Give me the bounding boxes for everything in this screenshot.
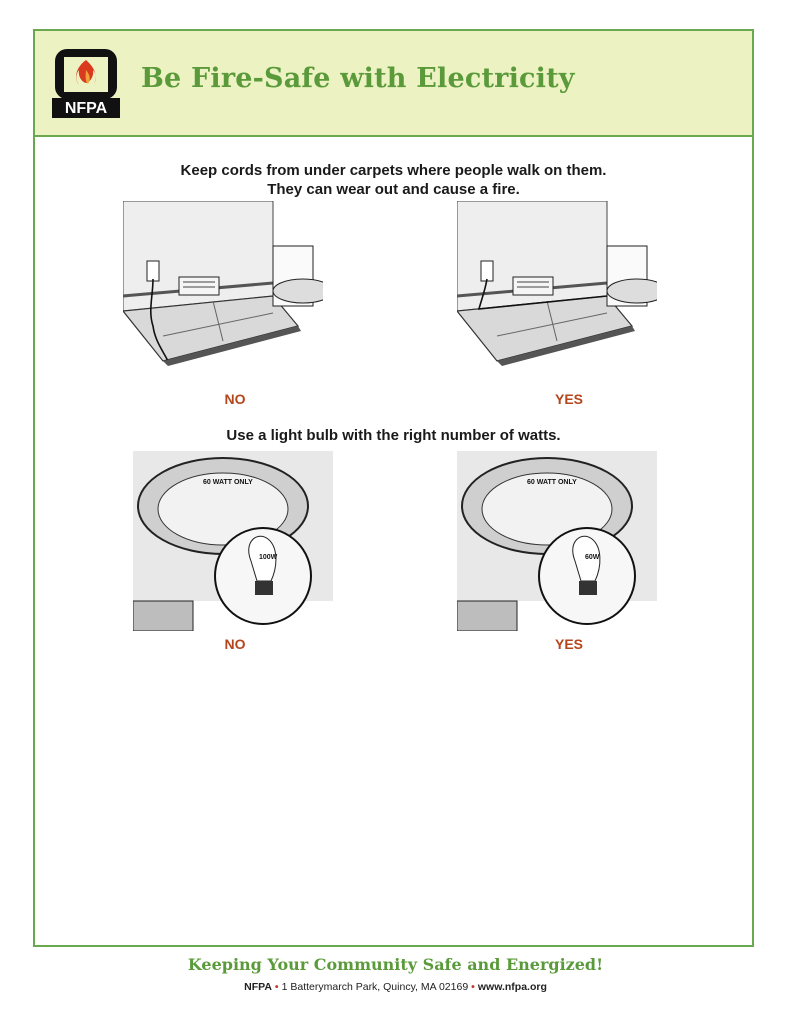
nfpa-logo [51, 46, 121, 120]
header-band [35, 31, 752, 137]
tip-caption-line: They can wear out and cause a fire. [267, 181, 520, 198]
cord-under-carpet-illustration [123, 201, 323, 381]
tip-caption-wattage: Use a light bulb with the right number of watts. [226, 427, 561, 444]
svg-text:60 WATT ONLY: 60 WATT ONLY [527, 479, 577, 486]
page-frame [33, 29, 754, 947]
footer-website-link[interactable]: www.nfpa.org [477, 981, 547, 993]
bulb-correct-wattage-illustration [457, 451, 657, 631]
verdict-no: NO [224, 391, 246, 407]
bulb-wrong-wattage-illustration [133, 451, 333, 631]
tip-caption-line: Keep cords from under carpets where people walk on them. [180, 162, 607, 179]
cord-along-wall-illustration [457, 201, 657, 381]
footer-tagline: Keeping Your Community Safe and Energized! [187, 955, 604, 974]
page-title: Be Fire-Safe with Electricity [141, 63, 575, 94]
verdict-yes: YES [554, 636, 583, 652]
footer-address-line [0, 981, 791, 993]
svg-text:60W: 60W [585, 554, 600, 561]
svg-text:NFPA: NFPA [64, 100, 108, 117]
svg-text:100W: 100W [259, 554, 278, 561]
verdict-no: NO [224, 636, 246, 652]
footer-org: NFPA [244, 981, 272, 993]
bullet-separator: • [471, 981, 475, 993]
footer-address: 1 Batterymarch Park, Quincy, MA 02169 [281, 981, 469, 993]
svg-text:60 WATT ONLY: 60 WATT ONLY [203, 479, 253, 486]
tip-caption-cords [35, 161, 752, 199]
bullet-separator: • [274, 981, 279, 993]
verdict-yes: YES [554, 391, 583, 407]
